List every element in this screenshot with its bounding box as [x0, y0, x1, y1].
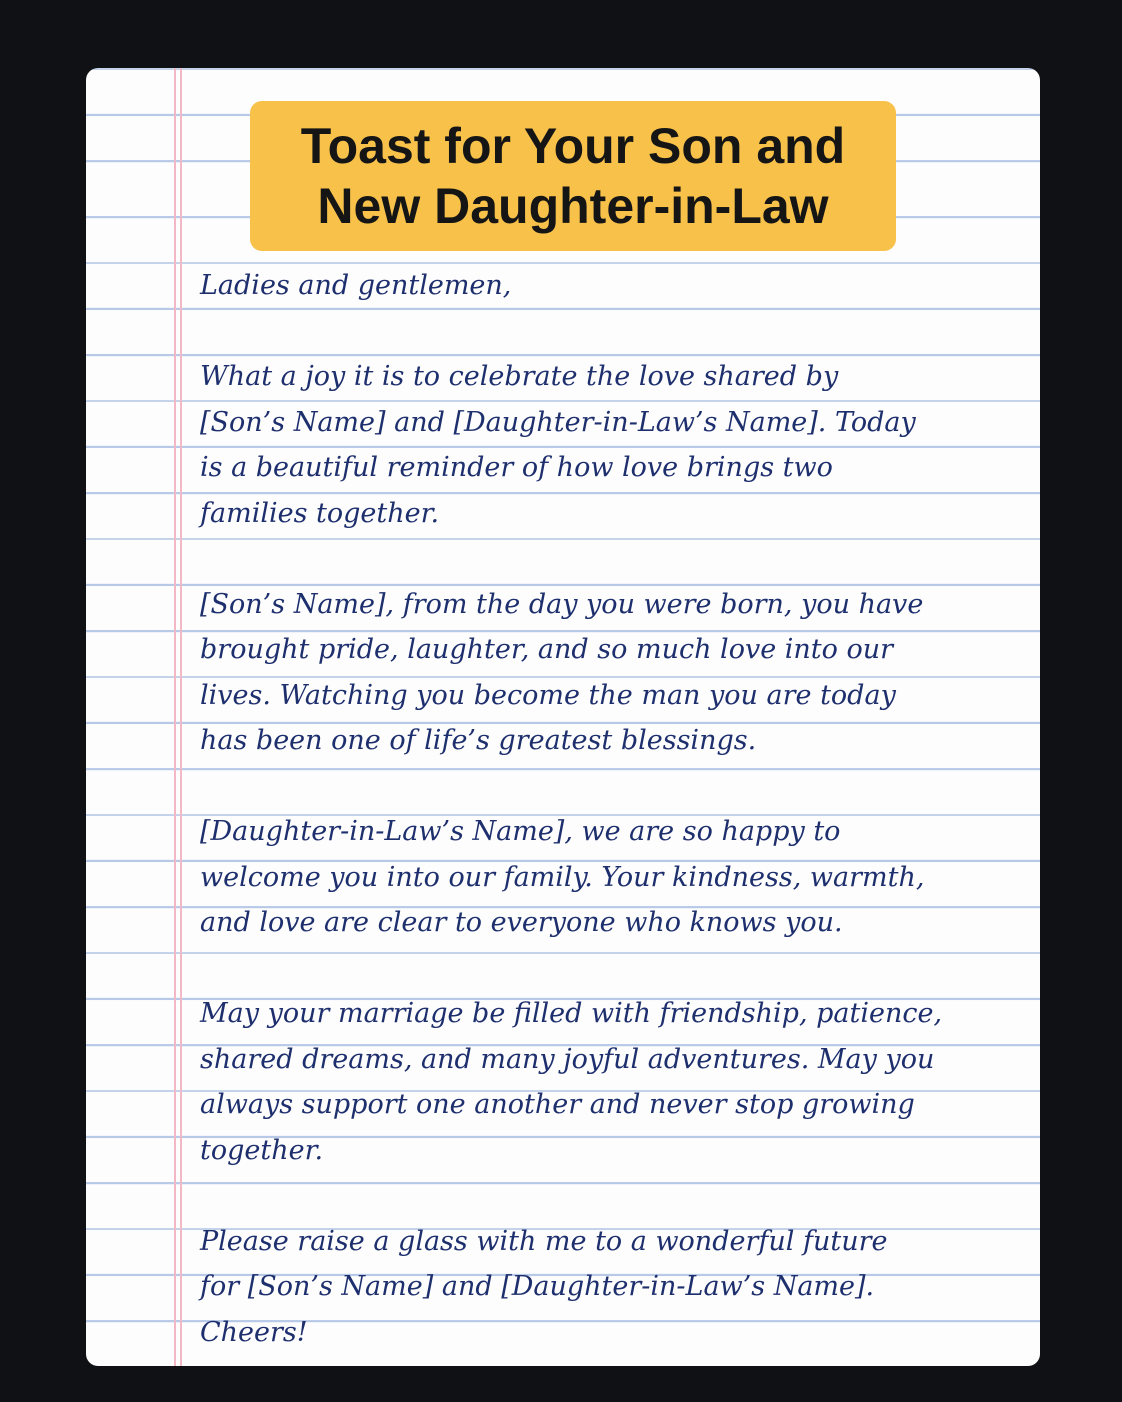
paragraph-4-line-4: together. [200, 1134, 324, 1166]
paragraph-4-line-3: always support one another and never stop growing [200, 1089, 915, 1120]
paragraph-5-line-2: for [Son’s Name] and [Daughter-in-Law’s Name]. [200, 1271, 875, 1302]
paragraph-3-line-1: [Daughter-in-Law’s Name], we are so happy to [200, 816, 841, 847]
greeting-line: Ladies and gentlemen, [200, 270, 512, 301]
toast-text [200, 263, 1000, 1355]
margin-line [174, 68, 176, 1366]
paragraph-4-line-1: May your marriage be filled with friendship, patience, [200, 998, 943, 1029]
paragraph-3-line-3: and love are clear to everyone who knows you. [200, 907, 843, 938]
notebook-paper [86, 68, 1040, 1366]
paragraph-gap [200, 536, 1000, 582]
paragraph-2-line-2: brought pride, laughter, and so much love into our [200, 634, 894, 665]
paragraph-1-line-1: What a joy it is to celebrate the love shared by [200, 361, 839, 392]
paragraph-2-line-1: [Son’s Name], from the day you were born, you have [200, 588, 924, 620]
paragraph-4-line-2: shared dreams, and many joyful adventures. May you [200, 1043, 935, 1075]
paragraph-3-line-2: welcome you into our family. Your kindness, warmth, [200, 861, 925, 893]
paragraph-1-line-2: [Son’s Name] and [Daughter-in-Law’s Name]. Today [200, 406, 916, 438]
paragraph-gap [200, 764, 1000, 810]
paragraph-1-line-3: is a beautiful reminder of how love brings two [200, 452, 833, 483]
page-title: Toast for Your Son and New Daughter-in-Law [300, 118, 846, 234]
paragraph-gap [200, 1173, 1000, 1219]
paragraph-1-line-4: families together. [200, 497, 440, 529]
paragraph-gap [200, 309, 1000, 355]
paragraph-5-line-3: Cheers! [200, 1316, 308, 1348]
margin-line [180, 68, 182, 1366]
paragraph-2-line-3: lives. Watching you become the man you are today [200, 679, 896, 711]
paragraph-2-line-4: has been one of life’s greatest blessings. [200, 725, 757, 756]
paragraph-gap [200, 946, 1000, 992]
title-banner [250, 101, 896, 251]
paragraph-5-line-1: Please raise a glass with me to a wonderful future [200, 1225, 888, 1257]
